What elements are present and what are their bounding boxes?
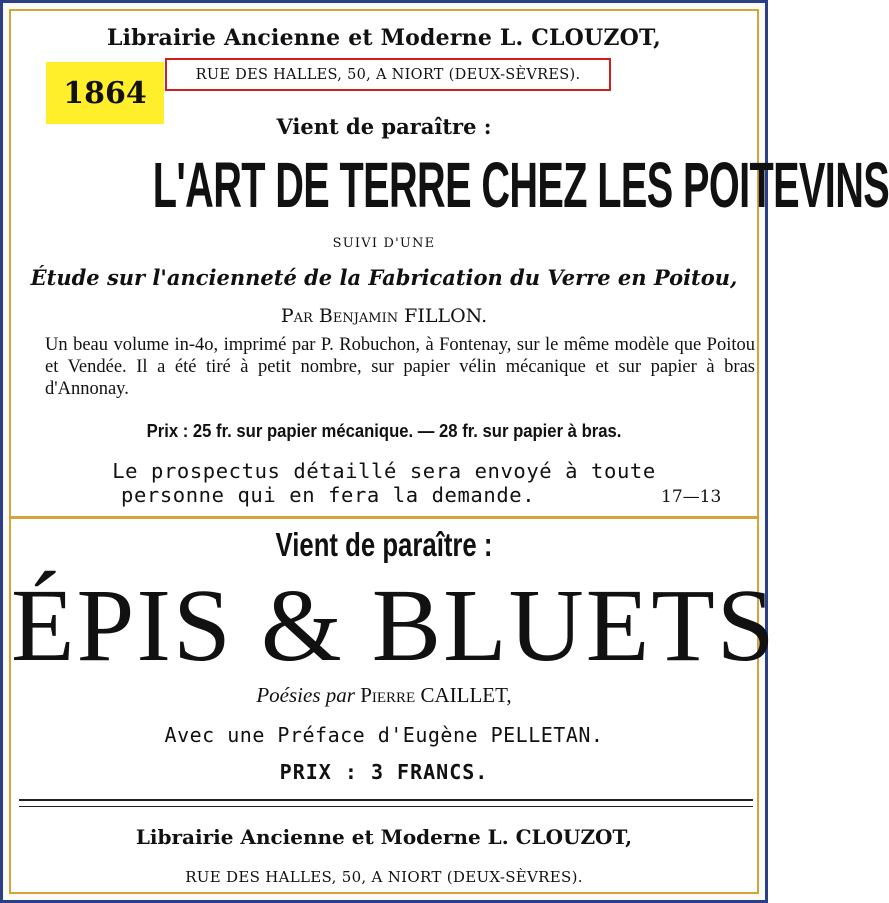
ad2-poesies-author: Pierre CAILLET, xyxy=(360,683,512,707)
ad2-price: PRIX : 3 FRANCS. xyxy=(279,760,489,784)
footer-rule-thick xyxy=(19,799,753,801)
section-divider xyxy=(11,516,757,519)
ad1-author-prefix: Par Benjamin xyxy=(280,305,399,327)
footer-bookstore-name: Librairie Ancienne et Moderne L. CLOUZOT, xyxy=(135,825,633,849)
ad1-reference-number: 17—13 xyxy=(661,487,722,507)
ad1-prospectus-line2: personne qui en fera la demande. xyxy=(121,483,536,507)
header-address: RUE DES HALLES, 50, A NIORT (DEUX-SÈVRES). xyxy=(195,67,581,83)
ad1-description: Un beau volume in-4o, imprimé par P. Robuchon, à Fontenay, sur le même modèle que Poitou et Vendée. Il a été tiré à petit nombre, sur papier vélin mécanique et sur papier à bras d'Annonay. xyxy=(45,335,755,399)
ad1-subtitle: Étude sur l'ancienneté de la Fabrication du Verre en Poitou, xyxy=(30,265,738,290)
ad1-announcement: Vient de paraître : xyxy=(276,114,492,139)
ad2-poesies-prefix: Poésies par xyxy=(256,683,355,707)
ad1-title: L'ART DE TERRE CHEZ LES POITEVINS xyxy=(152,149,889,221)
footer-address: RUE DES HALLES, 50, A NIORT (DEUX-SÈVRES). xyxy=(185,868,583,886)
clipping-frame xyxy=(9,9,889,894)
ad1-prospectus-line1: Le prospectus détaillé sera envoyé à toute xyxy=(112,459,656,483)
ad1-price: Prix : 25 fr. sur papier mécanique. — 28 fr. sur papier à bras. xyxy=(146,420,622,441)
ad1-author xyxy=(11,305,757,327)
ad2-poetry-credit xyxy=(11,683,757,708)
year-badge: 1864 xyxy=(46,62,164,124)
ad1-suivi: SUIVI D'UNE xyxy=(332,236,436,251)
header-bookstore-name: Librairie Ancienne et Moderne L. CLOUZOT, xyxy=(106,25,662,51)
ad2-title: ÉPIS & BLUETS xyxy=(11,568,777,683)
ad2-announcement: Vient de paraître : xyxy=(275,526,493,563)
ad2-preface: Avec une Préface d'Eugène PELLETAN. xyxy=(164,723,604,747)
footer-rule-thin xyxy=(19,806,753,807)
ad1-author-name: FILLON. xyxy=(404,305,488,327)
